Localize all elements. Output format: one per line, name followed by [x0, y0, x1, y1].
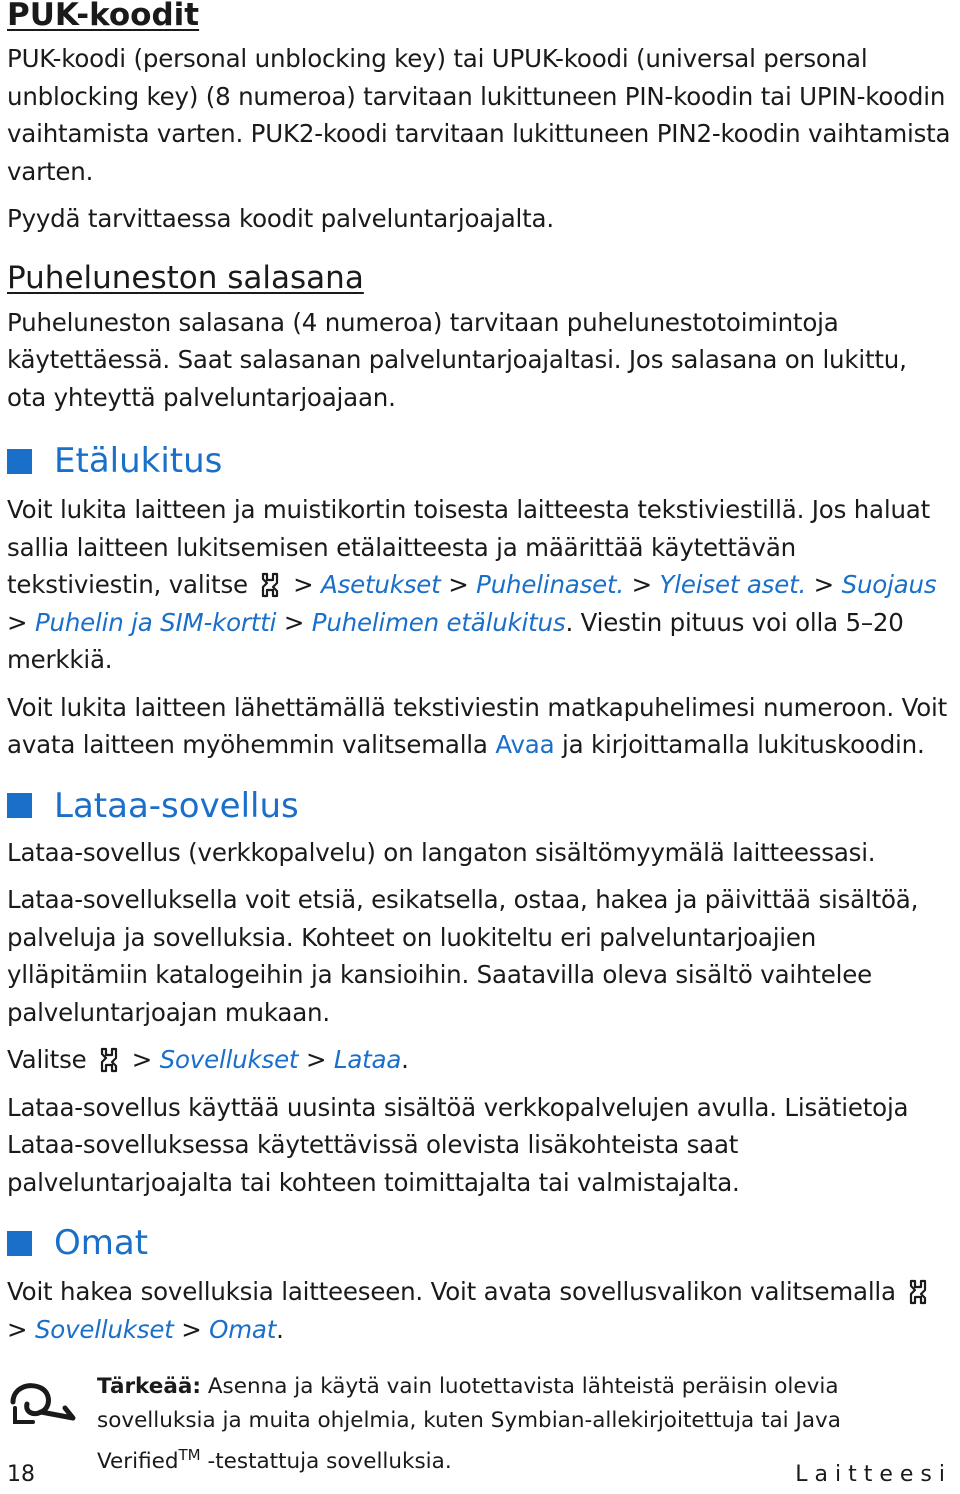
page-number: 18	[7, 1462, 35, 1487]
menu-path-applications: Sovellukset	[34, 1314, 174, 1344]
remote-lock-text: Voit lukita laitteen ja muistikortin toisesta laitteesta tekstiviestillä. Jos haluat sallia laitteen lukitsemisen etälaitteesta ja määrittää käytettävän tekstiviestin, valitse	[7, 495, 931, 599]
note-text-b: -testattuja sovelluksia.	[207, 1449, 452, 1475]
heading-download	[7, 786, 952, 826]
heading-remote-lock	[7, 441, 952, 481]
barring-paragraph: Puheluneston salasana (4 numeroa) tarvitaan puhelunestotoimintoja käytettäessä. Saat salasanan palveluntarjoajaltasi. Jos salasana on lukittu, ota yhteyttä palveluntarjoajaan.	[7, 307, 907, 412]
path-separator: >	[305, 1045, 327, 1074]
heading-own	[7, 1223, 952, 1263]
softkey-open: Avaa	[495, 730, 555, 759]
path-separator: >	[293, 570, 314, 599]
own-paragraph	[7, 1273, 952, 1348]
remote-unlock-paragraph	[7, 689, 952, 764]
menu-key-icon	[257, 571, 283, 599]
puk-paragraph: PUK-koodi (personal unblocking key) tai UPUK-koodi (universal personal unblocking key) (8 numeroa) tarvitaan lukittuneen PIN-koodin tai UPIN-koodin vaihtamista varten. PUK2-koodi tarvitaan lukittuneen PIN2-koodin vaihtamista varten.	[7, 44, 951, 186]
note-label: Tärkeää:	[97, 1374, 201, 1399]
chapter-name: Laitteesi	[795, 1462, 952, 1487]
heading-remote-lock-text: Etälukitus	[54, 441, 223, 481]
path-separator: >	[813, 570, 835, 599]
section-square-icon	[7, 1231, 32, 1256]
heading-own-text: Omat	[54, 1223, 149, 1263]
remote-lock-paragraph	[7, 491, 952, 679]
path-separator: >	[7, 1314, 28, 1344]
download-path-paragraph	[7, 1041, 952, 1079]
heading-puk-codes: PUK-koodit	[7, 0, 200, 33]
period: .	[276, 1314, 284, 1344]
menu-path-security: Suojaus	[841, 570, 937, 599]
menu-path-remote-lock: Puhelimen etälukitus	[311, 607, 566, 637]
manual-page	[7, 0, 952, 1479]
menu-key-icon	[96, 1046, 122, 1074]
path-separator: >	[131, 1045, 153, 1074]
download-intro: Lataa-sovellus (verkkopalvelu) on langaton sisältömyymälä laitteessasi.	[7, 837, 876, 867]
menu-path-applications: Sovellukset	[159, 1045, 299, 1074]
menu-path-settings: Asetukset	[321, 570, 441, 599]
section-square-icon	[7, 449, 32, 474]
heading-barring-password: Puheluneston salasana	[7, 259, 364, 296]
unlock-text-b: ja kirjoittamalla lukituskoodin.	[561, 730, 925, 759]
menu-path-general-settings: Yleiset aset.	[659, 570, 807, 599]
path-separator: >	[181, 1314, 202, 1344]
menu-path-phone-and-sim: Puhelin ja SIM-kortti	[34, 607, 277, 637]
own-text: Voit hakea sovelluksia laitteeseen. Voit avata sovellusvalikon valitsemalla	[7, 1277, 896, 1306]
period: .	[401, 1045, 409, 1074]
path-separator: >	[631, 570, 652, 599]
download-description: Lataa-sovelluksella voit etsiä, esikatsella, ostaa, hakea ja päivittää sisältöä, palveluja ja sovelluksia. Kohteet on luokiteltu eri palveluntarjoajien ylläpitämiin katalogeihin ja kansioihin. Saatavilla oleva sisältö vaihtelee palveluntarjoajan mukaan.	[7, 885, 919, 1027]
path-separator: >	[448, 570, 469, 599]
path-separator: >	[283, 607, 305, 637]
select-text: Valitse	[7, 1045, 87, 1074]
heading-download-text: Lataa-sovellus	[54, 785, 299, 826]
note-text-a: Asenna ja käytä vain luotettavista lähteistä peräisin olevia sovelluksia ja muita ohjelmia, kuten Symbian-allekirjoitettuja tai Java Verified	[97, 1374, 841, 1475]
path-separator: >	[7, 607, 28, 637]
menu-path-download: Lataa	[333, 1045, 402, 1074]
section-square-icon	[7, 793, 32, 818]
menu-path-own: Omat	[209, 1314, 277, 1344]
menu-key-icon	[905, 1278, 931, 1306]
puk-ask-paragraph: Pyydä tarvittaessa koodit palveluntarjoajalta.	[7, 204, 554, 233]
remote-lock-length-text: . Viestin pituus voi olla 5–20 merkkiä.	[7, 607, 904, 674]
download-more-paragraph: Lataa-sovellus käyttää uusinta sisältöä verkkopalvelujen avulla. Lisätietoja Lataa-sovelluksessa käytettävissä olevista lisäkohteista saat palveluntarjoajalta tai kohteen toimittajalta tai valmistajalta.	[7, 1092, 909, 1197]
menu-path-phone-settings: Puhelinaset.	[476, 570, 625, 599]
unlock-text-a: Voit lukita laitteen lähettämällä tekstiviestin matkapuhelimesi numeroon. Voit avata laitteen myöhemmin valitsemalla	[7, 692, 948, 759]
trademark: TM	[178, 1446, 201, 1464]
